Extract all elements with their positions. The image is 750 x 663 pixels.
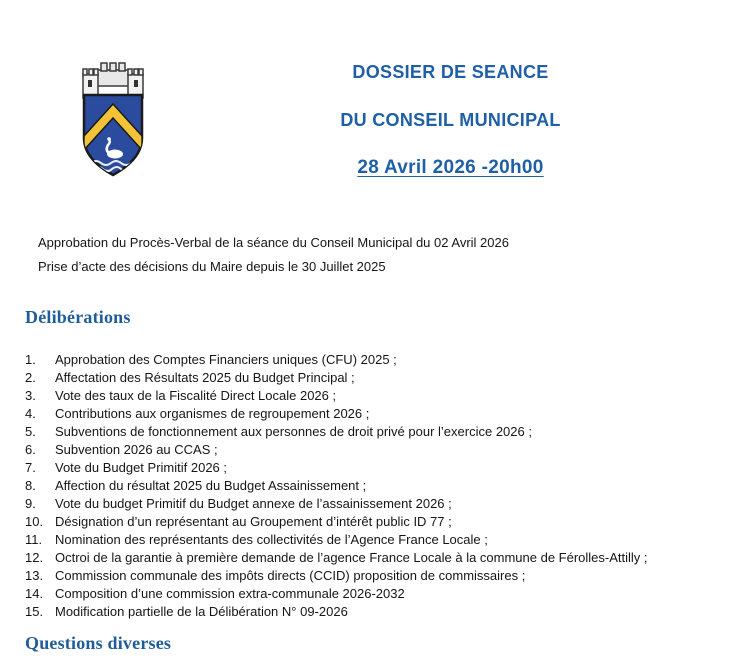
list-item [25,387,750,405]
list-item-number: 2. [25,370,36,385]
list-item [25,405,750,423]
list-item [25,369,750,387]
list-item-text: Commission communale des impôts directs (CCID) proposition de commissaires ; [55,568,526,583]
list-item-text: Vote du Budget Primitif 2026 ; [55,460,227,475]
list-item [25,549,750,567]
list-item [25,477,750,495]
list-item-text: Octroi de la garantie à première demande de l’agence France Locale à la commune de Férolles-Attilly ; [55,550,648,565]
municipal-coat-of-arms-icon [75,58,151,182]
list-item [25,585,750,603]
list-item-number: 5. [25,424,36,439]
list-item-text: Contributions aux organismes de regroupement 2026 ; [55,406,370,421]
list-item-text: Affectation des Résultats 2025 du Budget Principal ; [55,370,355,385]
list-item [25,567,750,585]
title-line-2: DU CONSEIL MUNICIPAL [340,110,561,130]
list-item-text: Modification partielle de la Délibération N° 09-2026 [55,604,348,619]
list-item-text: Vote des taux de la Fiscalité Direct Locale 2026 ; [55,388,337,403]
list-item-text: Nomination des représentants des collectivités de l’Agence France Locale ; [55,532,488,547]
list-item-number: 14. [25,586,44,601]
list-item-number: 12. [25,550,44,565]
intro-line-1: Approbation du Procès-Verbal de la séance du Conseil Municipal du 02 Avril 2026 [38,235,509,250]
list-item-number: 4. [25,406,36,421]
questions-diverses-heading: Questions diverses [25,633,172,653]
list-item [25,351,750,369]
list-item [25,459,750,477]
list-item [25,513,750,531]
list-item-text: Affection du résultat 2025 du Budget Assainissement ; [55,478,367,493]
list-item-number: 11. [25,532,43,547]
list-item-number: 13. [25,568,44,583]
deliberations-heading: Délibérations [25,307,131,327]
list-item-number: 8. [25,478,36,493]
intro-line-2: Prise d’acte des décisions du Maire depuis le 30 Juillet 2025 [38,259,386,274]
list-item-text: Désignation d’un représentant au Groupement d’intérêt public ID 77 ; [55,514,452,529]
title-line-1: DOSSIER DE SEANCE [352,62,549,82]
list-item-number: 15. [25,604,44,619]
list-item [25,441,750,459]
list-item [25,531,750,549]
list-item-text: Approbation des Comptes Financiers uniques (CFU) 2025 ; [55,352,397,367]
document-header [0,0,750,182]
deliberations-list [25,351,750,621]
list-item-text: Subvention 2026 au CCAS ; [55,442,218,457]
list-item-text: Vote du budget Primitif du Budget annexe de l’assainissement 2026 ; [55,496,452,511]
list-item [25,495,750,513]
title-block [151,58,750,182]
list-item-number: 10. [25,514,44,529]
list-item-number: 3. [25,388,36,403]
list-item-number: 1. [25,352,36,367]
list-item-text: Composition d’une commission extra-communale 2026-2032 [55,586,405,601]
list-item [25,423,750,441]
list-item [25,603,750,621]
list-item-number: 7. [25,460,36,475]
title-line-date: 28 Avril 2026 -20h00 [357,157,544,178]
list-item-number: 6. [25,442,36,457]
list-item-text: Subventions de fonctionnement aux personnes de droit privé pour l’exercice 2026 ; [55,424,532,439]
intro-block [38,234,750,275]
list-item-number: 9. [25,496,36,511]
